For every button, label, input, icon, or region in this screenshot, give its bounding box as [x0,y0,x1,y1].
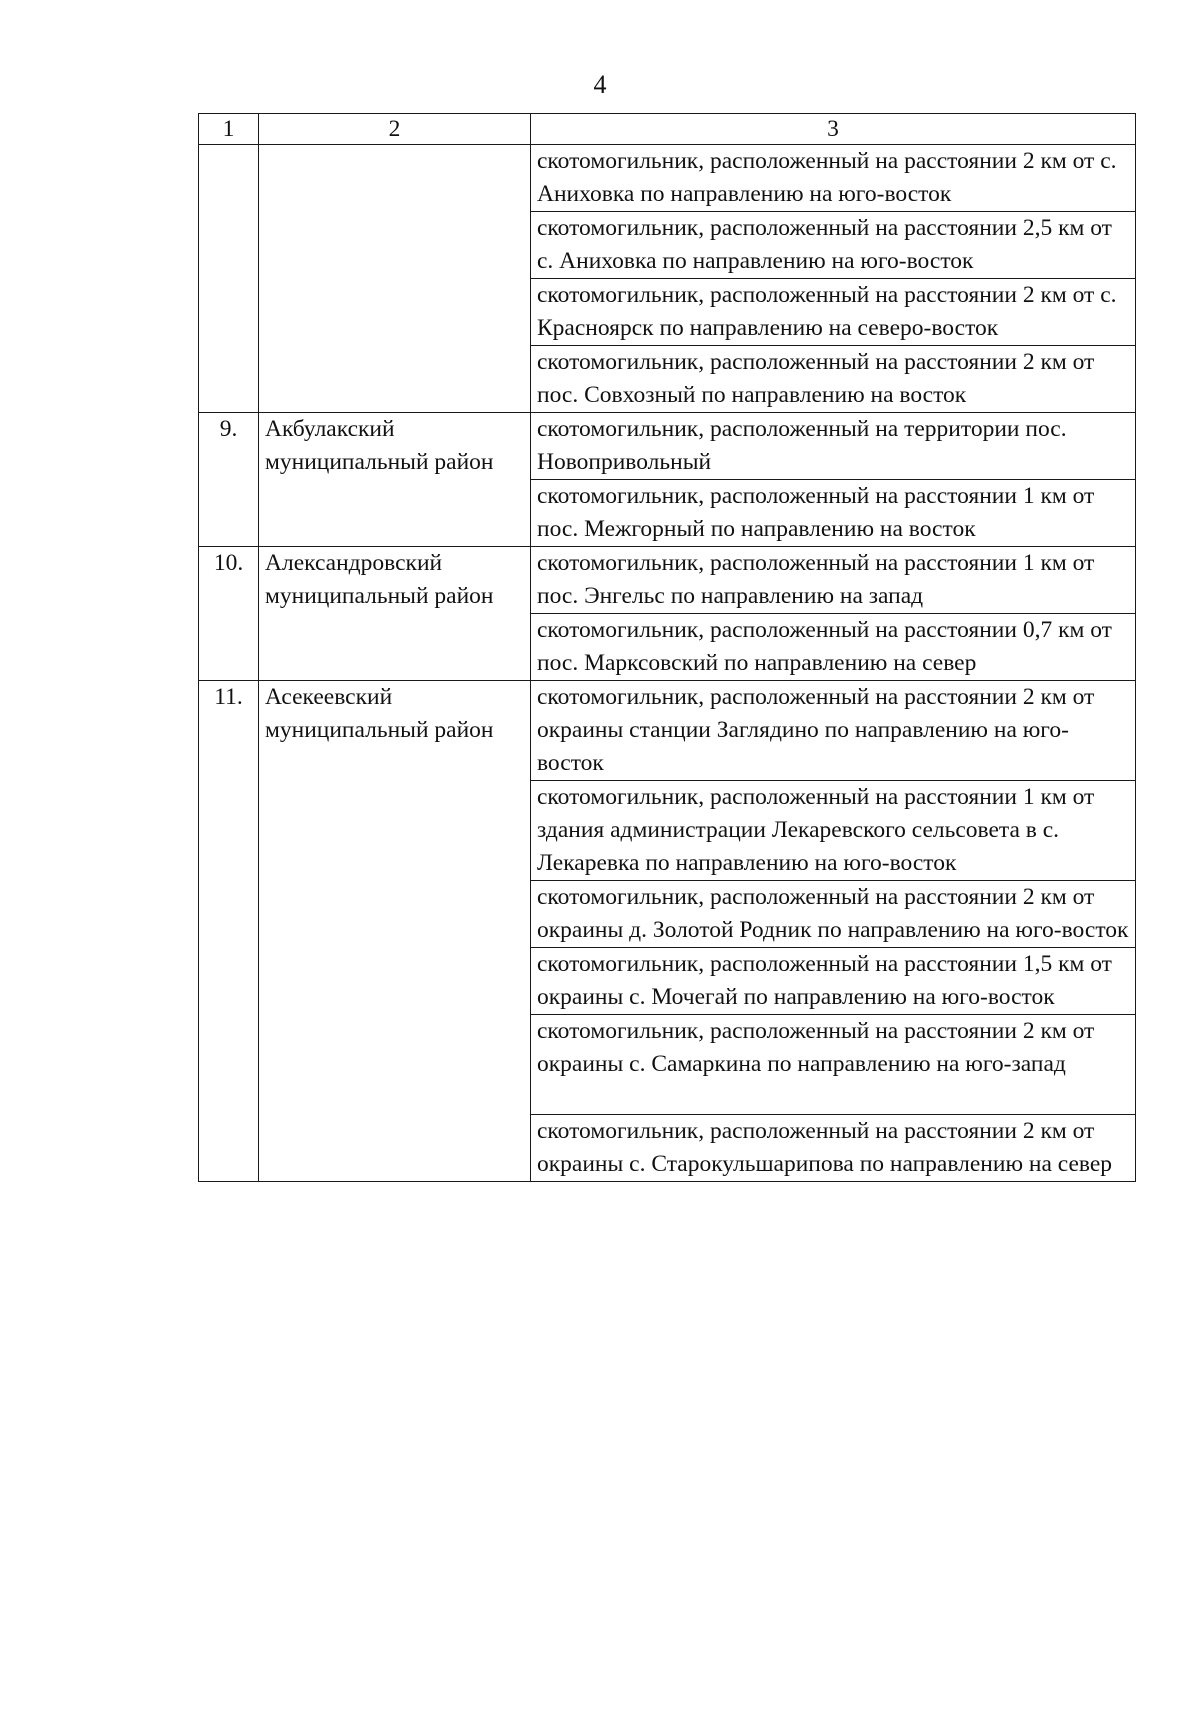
header-col-2: 2 [259,114,531,145]
district-name: Асекеевский муниципальный район [259,681,531,1182]
district-name: Александровский муниципальный район [259,547,531,681]
table-row [199,145,1136,212]
site-entry: скотомогильник, расположенный на расстоянии 1,5 км от окраины с. Мочегай по направлению на юго-восток [531,948,1136,1015]
site-entry: скотомогильник, расположенный на расстоянии 2 км от окраины с. Старокульшарипова по направлению на север [531,1115,1136,1182]
empty-number-cell [199,145,259,413]
header-col-1: 1 [199,114,259,145]
site-entry: скотомогильник, расположенный на территории пос. Новопривольный [531,413,1136,480]
district-number: 10. [199,547,259,681]
table-row [199,413,1136,480]
site-entry: скотомогильник, расположенный на расстоянии 2 км от с. Аниховка по направлению на юго-восток [531,145,1136,212]
site-entry: скотомогильник, расположенный на расстоянии 1 км от здания администрации Лекаревского сельсовета в с. Лекаревка по направлению на юго-восток [531,781,1136,881]
empty-district-cell [259,145,531,413]
district-name: Акбулакский муниципальный район [259,413,531,547]
burial-sites-table [198,113,1136,1182]
header-col-3: 3 [531,114,1136,145]
site-entry: скотомогильник, расположенный на расстоянии 2 км от с. Красноярск по направлению на северо-восток [531,279,1136,346]
site-entry: скотомогильник, расположенный на расстоянии 1 км от пос. Межгорный по направлению на восток [531,480,1136,547]
district-number: 11. [199,681,259,1182]
site-entry: скотомогильник, расположенный на расстоянии 2 км от пос. Совхозный по направлению на восток [531,346,1136,413]
table-row [199,681,1136,781]
site-entry: скотомогильник, расположенный на расстоянии 2,5 км от с. Аниховка по направлению на юго-восток [531,212,1136,279]
site-entry: скотомогильник, расположенный на расстоянии 1 км от пос. Энгельс по направлению на запад [531,547,1136,614]
page-number: 4 [593,70,607,99]
table-header-row [199,114,1136,145]
site-entry: скотомогильник, расположенный на расстоянии 2 км от окраины станции Заглядино по направлению на юго-восток [531,681,1136,781]
site-entry: скотомогильник, расположенный на расстоянии 2 км от окраины д. Золотой Родник по направлению на юго-восток [531,881,1136,948]
table-row [199,547,1136,614]
district-number: 9. [199,413,259,547]
site-entry: скотомогильник, расположенный на расстоянии 2 км от окраины с. Самаркина по направлению на юго-запад [531,1015,1136,1115]
site-entry: скотомогильник, расположенный на расстоянии 0,7 км от пос. Марксовский по направлению на север [531,614,1136,681]
